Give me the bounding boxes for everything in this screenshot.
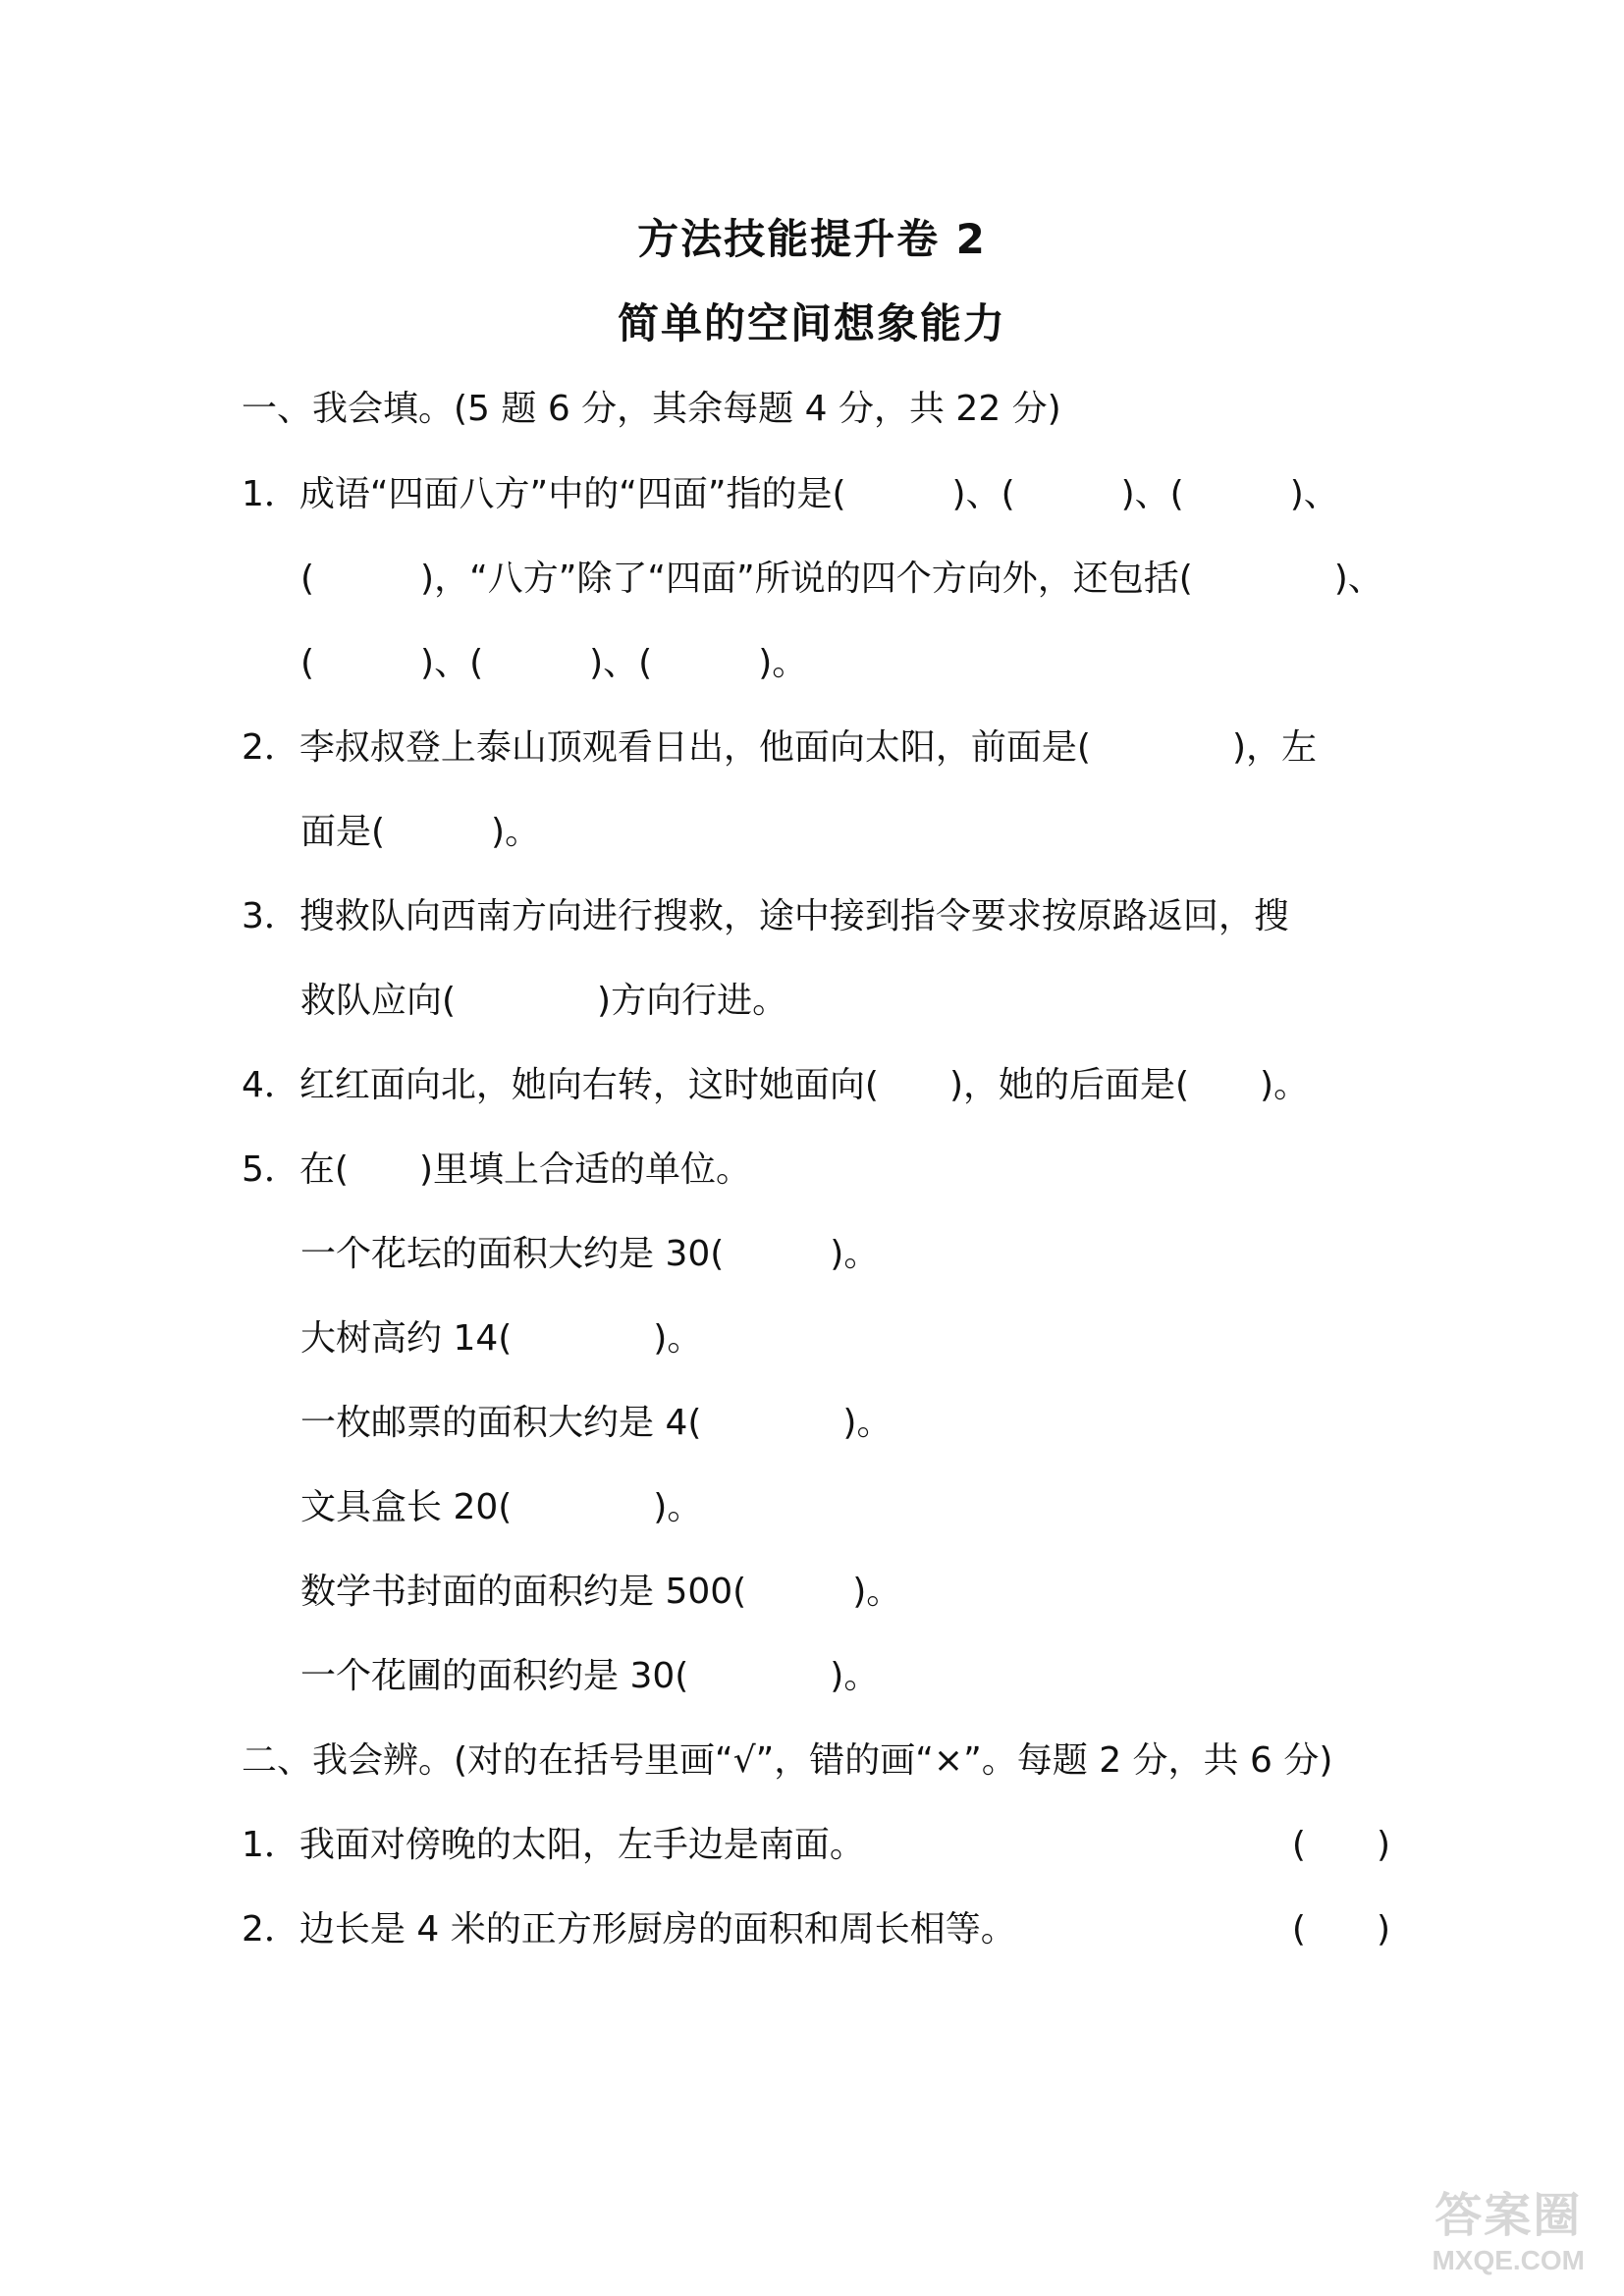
q5-item: 一枚邮票的面积大约是 4( )。 (300, 1403, 893, 1443)
q1-line-1: 1．成语“四面八方”中的“四面”指的是( )、( )、( )、 (242, 474, 1339, 514)
page-title: 方法技能提升卷 2 (637, 215, 987, 263)
judge-q2 (242, 1905, 1390, 1954)
q3-line-1: 3．搜救队向西南方向进行搜救，途中接到指令要求按原路返回，搜 (242, 896, 1289, 936)
q2-line-1: 2．李叔叔登上泰山顶观看日出，他面向太阳，前面是( )，左 (242, 727, 1317, 768)
q5-item: 一个花圃的面积约是 30( )。 (300, 1656, 880, 1696)
q3-line-2: 救队应向( )方向行进。 (300, 981, 788, 1021)
judge-q1-answer-box[interactable]: ( ) (1291, 1825, 1390, 1865)
judge-q2-answer-box[interactable]: ( ) (1291, 1909, 1390, 1949)
judge-q2-text: 2．边长是 4 米的正方形厨房的面积和周长相等。 (242, 1909, 1016, 1949)
q5-item: 一个花坛的面积大约是 30( )。 (300, 1234, 880, 1274)
judge-q1 (242, 1821, 1390, 1870)
judge-q1-text: 1．我面对傍晚的太阳，左手边是南面。 (242, 1825, 865, 1865)
q1-line-3: ( )、( )、( )。 (300, 643, 808, 683)
q5-item: 大树高约 14( )。 (300, 1318, 703, 1359)
q2-line-2: 面是( )。 (300, 812, 541, 852)
q5-line-1: 5．在( )里填上合适的单位。 (242, 1149, 751, 1190)
section-1-heading: 一、我会填。(5 题 6 分，其余每题 4 分，共 22 分) (242, 389, 1061, 429)
watermark (1432, 2177, 1585, 2276)
watermark-logo: 答案圈 (1435, 2190, 1583, 2242)
watermark-url: MXQE.COM (1432, 2245, 1585, 2275)
page-subtitle: 简单的空间想象能力 (617, 299, 1006, 347)
q1-line-2: ( )，“八方”除了“四面”所说的四个方向外，还包括( )、 (300, 559, 1383, 599)
section-2-heading: 二、我会辨。(对的在括号里画“√”，错的画“×”。每题 2 分，共 6 分) (242, 1740, 1333, 1781)
q5-item: 数学书封面的面积约是 500( )。 (300, 1572, 902, 1612)
q5-item: 文具盒长 20( )。 (300, 1487, 703, 1527)
q4-line-1: 4．红红面向北，她向右转，这时她面向( )，她的后面是( )。 (242, 1065, 1310, 1105)
